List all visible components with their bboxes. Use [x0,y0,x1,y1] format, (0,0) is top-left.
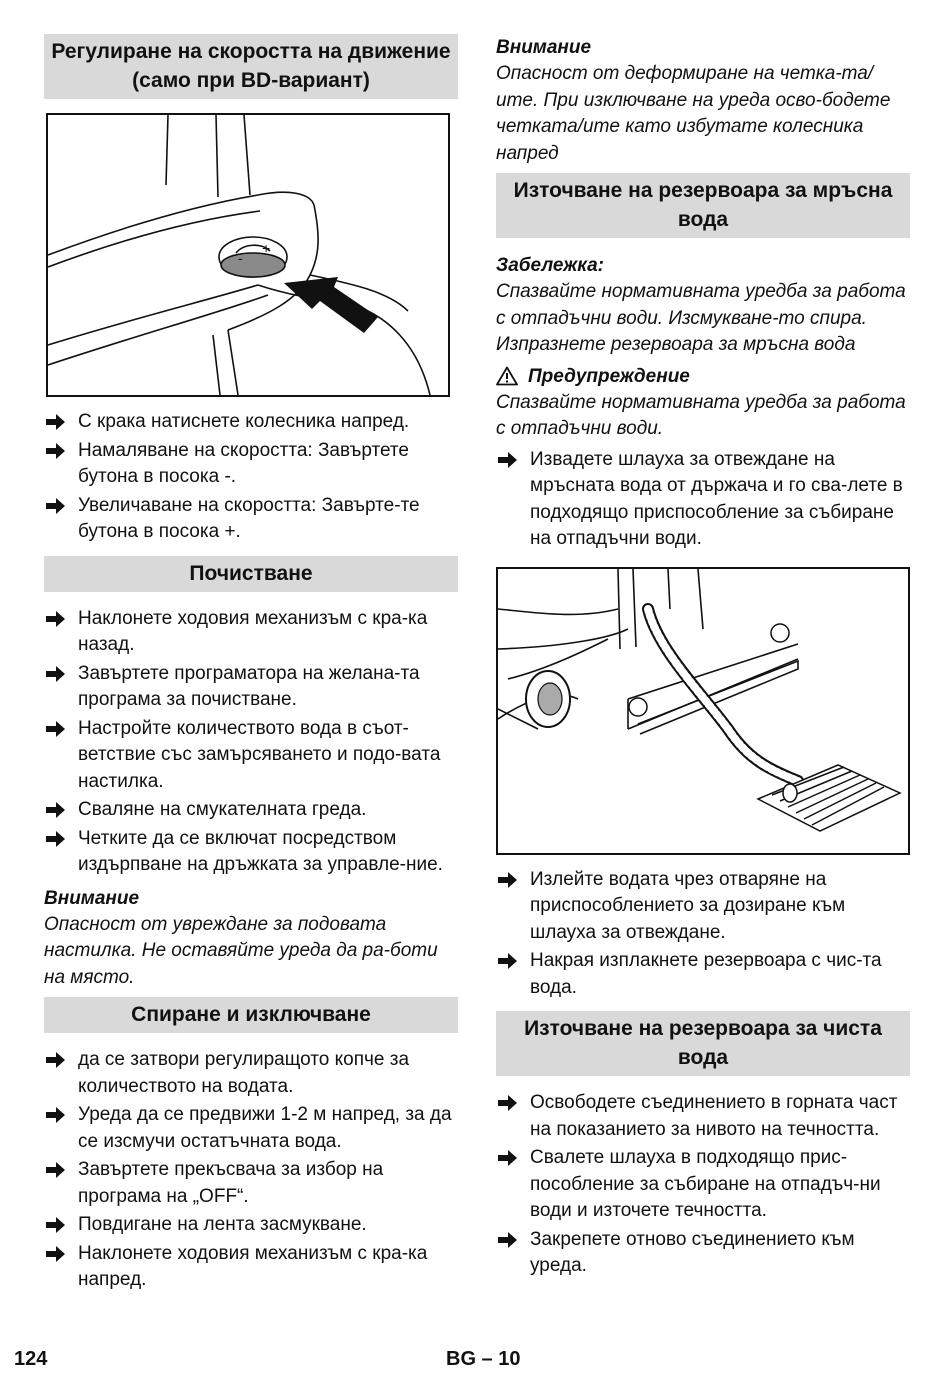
list-item: Наклонете ходовия механизъм с кра-ка назад. [44,606,458,659]
list-item: Излейте водата чрез отваряне на приспособлението за дозиране към шлауха за отвеждане. [496,867,910,947]
cleaning-steps [44,606,458,879]
left-column [44,34,458,1296]
list-item: Уреда да се предвижи 1-2 м напред, за да се изсмучи остатъчната вода. [44,1102,458,1155]
list-item: Повдигане на лента засмукване. [44,1212,458,1239]
arrow-right-icon [46,442,66,460]
clean-water-heading: Източване на резервоара за чиста вода [496,1011,910,1076]
list-item: Накрая изплакнете резервоара с чис-та вода. [496,948,910,1001]
speed-dial-illustration [48,115,448,395]
brush-caution-title: Внимание [496,37,592,58]
dirty-water-heading: Източване на резервоара за мръсна вода [496,173,910,238]
list-item: Освободете съединението в горната част на показанието за нивото на течността. [496,1090,910,1143]
arrow-right-icon [46,1106,66,1124]
dirty-warning-text: Спазвайте нормативната уредба за работа с отпадъчни води. [496,391,906,439]
cleaning-heading: Почистване [44,556,458,592]
arrow-right-icon [498,451,518,469]
list-item: Свалете шлауха в подходящо прис-пособление за събиране на отпадъч-ни води и източете течността. [496,1145,910,1225]
right-column [496,34,910,1282]
cleaning-caution-title: Внимание [44,887,140,909]
dirty-note-text: Спазвайте нормативната уредба за работа с отпадъчни води. Изсмукване-то спира. Изпразнете резервоара за мръсна вода [496,281,906,355]
arrow-right-icon [46,801,66,819]
arrow-right-icon [498,1094,518,1112]
arrow-right-icon [46,1245,66,1263]
arrow-right-icon [46,830,66,848]
list-item: Настройте количеството вода в съот-ветствие със замърсяването и подо-вата настилка. [44,716,458,796]
speed-dial-figure [46,113,450,397]
list-item: Намаляване на скоростта: Завъртете бутона в посока -. [44,438,458,491]
arrow-right-icon [46,1051,66,1069]
list-item: Завъртете програматора на желана-та програма за почистване. [44,661,458,714]
arrow-right-icon [46,413,66,431]
dirty-warning-title: Предупреждение [528,365,690,387]
list-item: Четките да се включат посредством издърпване на дръжката за управле-ние. [44,826,458,879]
arrow-right-icon [46,1161,66,1179]
dirty-warning-title-row [496,363,910,390]
arrow-right-icon [46,610,66,628]
arrow-right-icon [498,1231,518,1249]
arrow-right-icon [46,497,66,515]
clean-steps [496,1090,910,1280]
brush-caution-text: Опасност от деформиране на четка-та/ите. При изключване на уреда осво-бодете четката/ите като избутате колесника напред [496,63,891,164]
list-item: да се затвори регулиращото копче за количеството на водата. [44,1047,458,1100]
drain-hose-figure [496,567,910,855]
list-item: Завъртете прекъсвача за избор на програма на „OFF“. [44,1157,458,1210]
svg-text:-: - [238,250,243,266]
dirty-steps-1 [496,447,910,553]
section-label: BG – 10 [446,1348,521,1370]
arrow-right-icon [46,720,66,738]
list-item: С крака натиснете колесника напред. [44,409,458,436]
speed-heading: Регулиране на скоростта на движение (само при BD-вариант) [44,34,458,99]
list-item: Извадете шлауха за отвеждане на мръсната вода от държача и го сва-лете в подходящо приспособление за събиране на отпадъчни води. [496,447,910,553]
arrow-right-icon [46,1216,66,1234]
arrow-right-icon [498,871,518,889]
arrow-right-icon [498,952,518,970]
stop-heading: Спиране и изключване [44,997,458,1033]
list-item: Увеличаване на скоростта: Завърте-те бутона в посока +. [44,493,458,546]
list-item: Закрепете отново съединението към уреда. [496,1227,910,1280]
page-number: 124 [14,1348,48,1370]
stop-steps [44,1047,458,1294]
arrow-right-icon [498,1149,518,1167]
arrow-right-icon [46,665,66,683]
list-item: Наклонете ходовия механизъм с кра-ка напред. [44,1241,458,1294]
dirty-steps-2 [496,867,910,1002]
warning-triangle-icon [496,366,518,386]
svg-text:+: + [262,240,271,256]
cleaning-caution-text: Опасност от увреждане за подовата настилка. Не оставяйте уреда да ра-боти на място. [44,913,438,988]
dirty-note-title: Забележка: [496,255,604,276]
speed-steps [44,409,458,546]
list-item: Сваляне на смукателната греда. [44,797,458,824]
drain-hose-illustration [498,569,908,853]
